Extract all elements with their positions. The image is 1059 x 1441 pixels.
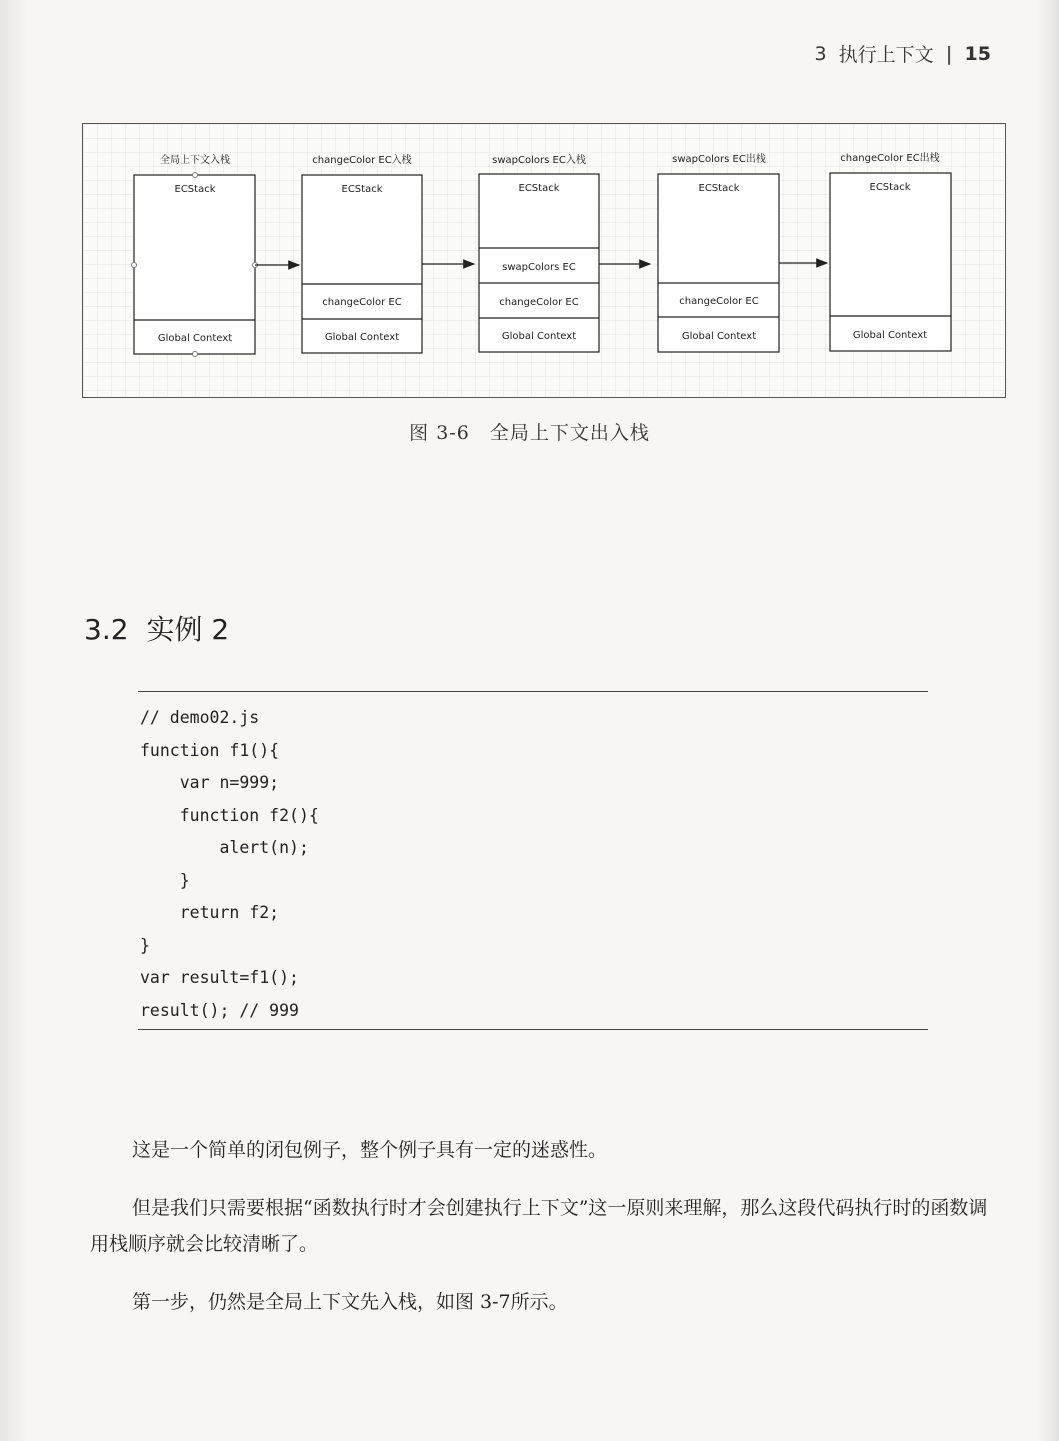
stack-panel-1 (132, 153, 258, 357)
stack-frame-changecolor-ec: changeColor EC (499, 297, 579, 308)
figure-caption-text: 全局上下文出入栈 (489, 422, 650, 444)
stack-label: ECStack (869, 182, 911, 193)
code-line: } (140, 870, 190, 890)
stack-label: ECStack (698, 183, 740, 194)
stack-label: ECStack (341, 184, 383, 195)
stack-label: ECStack (174, 184, 216, 195)
panel-title: 全局上下文入栈 (160, 155, 230, 166)
stack-label: ECStack (518, 183, 560, 194)
figure-ecstack-diagram (82, 123, 1006, 398)
stack-frame-global-context: Global Context (324, 332, 400, 343)
body-paragraph-3: 第一步，仍然是全局上下文先入栈，如图 3-7所示。 (132, 1291, 568, 1313)
stack-panel-4 (658, 152, 779, 352)
code-line: alert(n); (140, 838, 309, 857)
stack-frame-global-context: Global Context (852, 330, 928, 341)
stack-panel-3 (479, 153, 599, 352)
code-rule-bottom (138, 1029, 928, 1030)
code-line: function f1(){ (140, 740, 280, 760)
figure-number: 图 3-6 (409, 422, 470, 444)
section-heading (84, 608, 229, 648)
code-line: var n=999; (140, 773, 280, 792)
running-head (814, 40, 991, 67)
panel-title: changeColor EC入栈 (312, 155, 412, 166)
code-line: result(); // 999 (140, 1000, 299, 1020)
stack-box (658, 174, 779, 352)
code-listing (140, 702, 319, 1027)
stack-frame-swapcolors-ec: swapColors EC (502, 262, 576, 273)
chapter-title: 执行上下文 (838, 44, 934, 66)
body-paragraph-2: 但是我们只需要根据“函数执行时才会创建执行上下文”这一原则来理解，那么这段代码执行时的函数调用栈顺序就会比较清晰了。 (90, 1197, 988, 1255)
panel-title: swapColors EC出栈 (672, 154, 766, 165)
code-rule-top (138, 691, 928, 692)
code-line: } (140, 935, 150, 955)
section-number: 3.2 (84, 613, 129, 646)
stack-box (302, 175, 422, 353)
code-line: return f2; (140, 903, 280, 922)
stack-frame-changecolor-ec: changeColor EC (322, 297, 402, 308)
page-number: 15 (964, 42, 991, 65)
section-title: 实例 2 (146, 613, 230, 646)
page-shadow-right (1037, 0, 1059, 1441)
stack-frame-global-context: Global Context (157, 333, 233, 344)
stack-frame-changecolor-ec: changeColor EC (679, 296, 759, 307)
ecstack-diagram-svg (83, 124, 1007, 399)
figure-caption (0, 418, 1059, 445)
header-separator: | (945, 42, 953, 65)
chapter-number: 3 (814, 42, 827, 65)
stack-box (830, 173, 951, 351)
code-line: // demo02.js (140, 708, 260, 727)
stack-frame-global-context: Global Context (501, 331, 577, 342)
stack-panel-5 (830, 151, 951, 351)
stack-panel-2 (302, 153, 422, 353)
stack-frame-global-context: Global Context (681, 331, 757, 342)
code-line: function f2(){ (140, 805, 319, 825)
page-shadow-left (0, 0, 28, 1441)
body-paragraph-1: 这是一个简单的闭包例子，整个例子具有一定的迷惑性。 (132, 1139, 608, 1161)
stack-box (134, 175, 255, 354)
code-line: var result=f1(); (140, 968, 299, 987)
panel-title: swapColors EC入栈 (492, 155, 586, 166)
panel-title: changeColor EC出栈 (840, 153, 940, 164)
